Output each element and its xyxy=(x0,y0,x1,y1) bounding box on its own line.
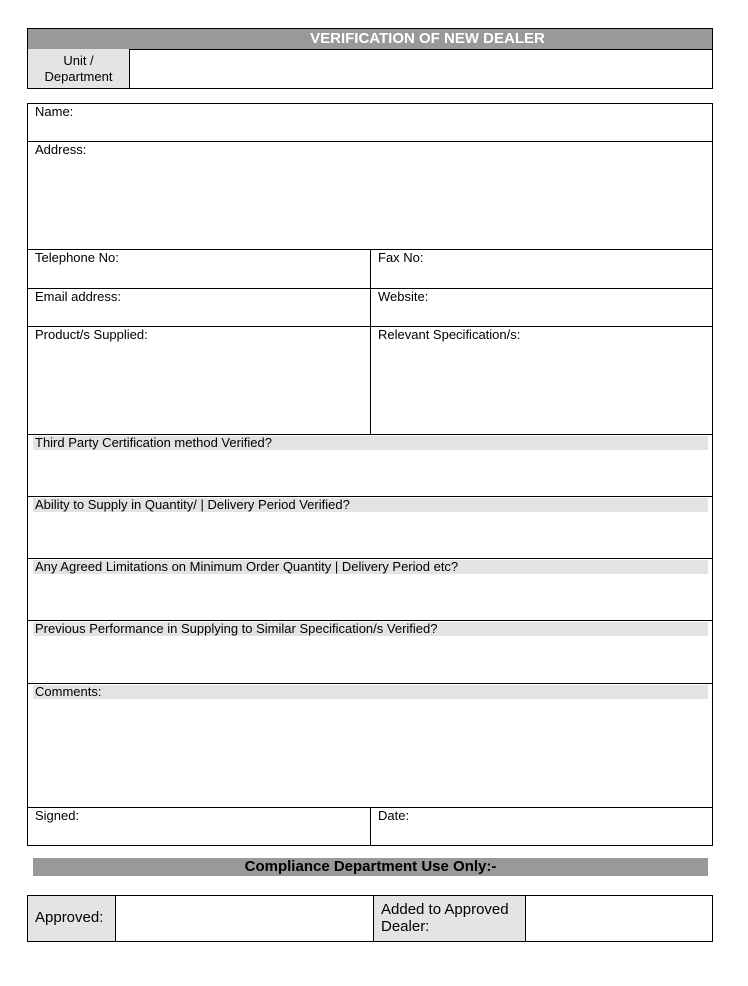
approved-label: Approved: xyxy=(28,896,116,941)
ability-label: Ability to Supply in Quantity/ | Delivery Period Verified? xyxy=(35,497,350,512)
products-label: Product/s Supplied: xyxy=(35,327,148,342)
form-title-bar xyxy=(27,28,713,50)
unit-department-row xyxy=(27,49,713,89)
signed-field[interactable] xyxy=(28,808,370,845)
form-title: VERIFICATION OF NEW DEALER xyxy=(310,30,545,47)
approved-field[interactable] xyxy=(116,896,374,941)
comments-label: Comments: xyxy=(35,684,102,699)
address-field[interactable] xyxy=(28,142,712,249)
signed-label: Signed: xyxy=(35,808,80,823)
specifications-field[interactable] xyxy=(371,327,712,434)
address-label: Address: xyxy=(35,142,87,157)
date-label: Date: xyxy=(378,808,410,823)
added-to-approved-dealer-field[interactable] xyxy=(526,896,712,941)
products-field[interactable] xyxy=(28,327,370,434)
name-field[interactable] xyxy=(28,104,712,141)
date-field[interactable] xyxy=(371,808,712,845)
name-label: Name: xyxy=(35,104,74,119)
compliance-header-bar xyxy=(33,858,708,876)
approval-table xyxy=(27,895,713,942)
compliance-title: Compliance Department Use Only:- xyxy=(244,858,497,875)
specifications-label: Relevant Specification/s: xyxy=(378,327,521,342)
limitations-label: Any Agreed Limitations on Minimum Order Quantity | Delivery Period etc? xyxy=(35,559,459,574)
dealer-details-form xyxy=(27,103,713,846)
comments-field[interactable] xyxy=(28,684,712,807)
website-label: Website: xyxy=(378,289,429,304)
telephone-label: Telephone No: xyxy=(35,250,119,265)
email-label: Email address: xyxy=(35,289,121,304)
third-party-label: Third Party Certification method Verified? xyxy=(35,435,272,450)
unit-department-label: Unit / Department xyxy=(28,49,130,88)
previous-performance-label: Previous Performance in Supplying to Similar Specification/s Verified? xyxy=(35,621,438,636)
added-to-approved-dealer-label: Added to Approved Dealer: xyxy=(374,896,526,941)
fax-label: Fax No: xyxy=(378,250,424,265)
unit-department-field[interactable] xyxy=(131,49,712,88)
